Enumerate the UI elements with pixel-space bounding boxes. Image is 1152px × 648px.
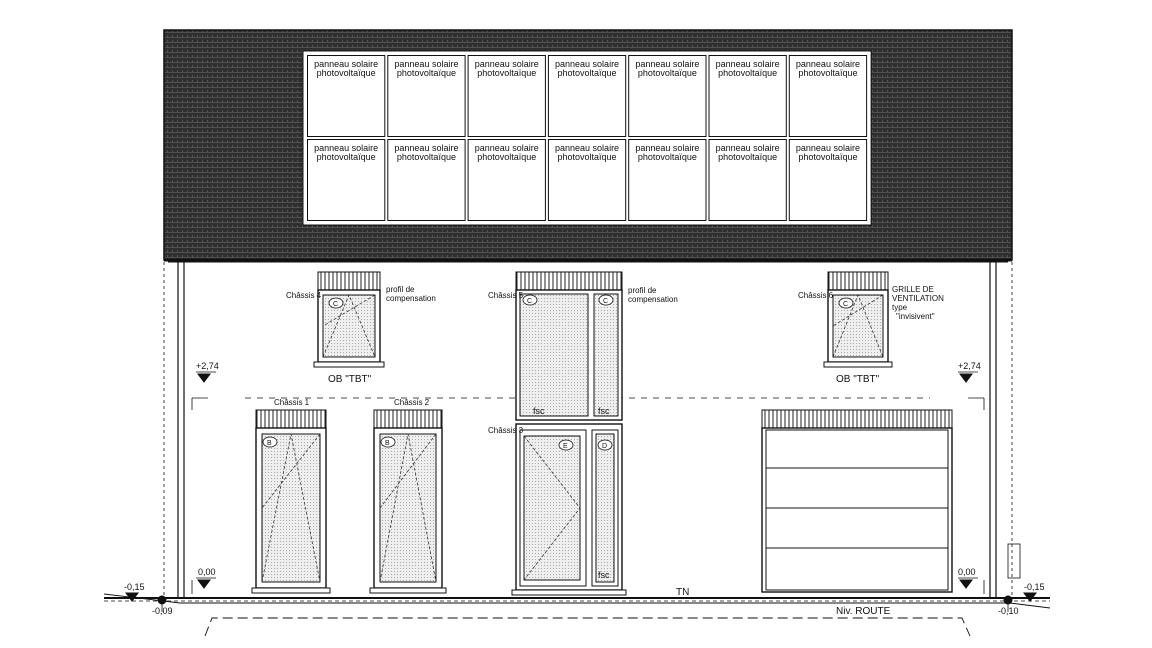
solar-panel-label-line1: panneau solaire	[795, 143, 860, 153]
solar-panel-label-line1: panneau solaire	[474, 143, 539, 153]
solar-panel	[548, 56, 625, 137]
fsc-label-a: fsc	[533, 406, 545, 416]
solar-panel	[548, 140, 625, 221]
chassis-3-label: Châssis 3	[488, 426, 524, 435]
solar-panel-label-line1: panneau solaire	[394, 59, 459, 69]
solar-panel-label-line1: panneau solaire	[635, 59, 700, 69]
solar-panel	[308, 140, 385, 221]
solar-panel-label-line1: panneau solaire	[555, 143, 620, 153]
level-triangle-right-000	[960, 580, 972, 588]
level-triangle-left-274	[198, 374, 210, 382]
solar-panel-label-line2: photovoltaïque	[557, 68, 617, 78]
solar-panel-label-line1: panneau solaire	[715, 59, 780, 69]
lintel-hatch	[828, 272, 888, 290]
solar-panel	[388, 140, 465, 221]
level-left-274: +2,74	[196, 361, 219, 371]
grille-line2: VENTILATION	[892, 294, 944, 303]
lintel-hatch	[318, 272, 380, 290]
lintel-hatch	[374, 410, 442, 428]
solar-panel-label-line1: panneau solaire	[394, 143, 459, 153]
level-right-000: 0,00	[958, 567, 976, 577]
solar-panel-label-line2: photovoltaïque	[718, 152, 778, 162]
solar-panel-label-line2: photovoltaïque	[637, 68, 697, 78]
ob-left-label: OB "TBT"	[328, 374, 372, 385]
solar-panel-label-line2: photovoltaïque	[798, 68, 858, 78]
roof	[164, 30, 1012, 260]
chassis-5-label: Châssis 5	[488, 291, 524, 300]
solar-panel	[629, 56, 706, 137]
level-triangle-left-000	[198, 580, 210, 588]
level-right-274: +2,74	[958, 361, 981, 371]
grille-line4: "invisivent"	[896, 312, 935, 321]
solar-panel	[629, 140, 706, 221]
chassis-6-window	[824, 272, 892, 367]
chassis-1-label: Châssis 1	[274, 398, 310, 407]
fsc-label-c: fsc	[598, 570, 610, 580]
chassis-4-label: Châssis 4	[286, 291, 322, 300]
solar-panel	[468, 56, 545, 137]
lintel-hatch	[256, 410, 326, 428]
solar-panel-label-line1: panneau solaire	[635, 143, 700, 153]
solar-panel-label-line2: photovoltaïque	[637, 152, 697, 162]
solar-panel	[388, 56, 465, 137]
chassis-1-window	[252, 410, 330, 593]
chassis-5-window	[516, 272, 622, 420]
level-right-m015: -0,15	[1024, 582, 1045, 592]
solar-panel-label-line2: photovoltaïque	[798, 152, 858, 162]
solar-panel	[468, 140, 545, 221]
marker-e: E	[563, 443, 568, 450]
solar-panel-label-line2: photovoltaïque	[396, 152, 456, 162]
solar-panel-label-line2: photovoltaïque	[477, 68, 537, 78]
solar-panel-label-line2: photovoltaïque	[718, 68, 778, 78]
profil-5-line1: profil de	[628, 286, 657, 295]
level-left-m009: -0,09	[152, 606, 173, 616]
solar-panel-label-line2: photovoltaïque	[316, 68, 376, 78]
chassis-2-window	[370, 410, 446, 593]
tn-label: TN	[676, 587, 690, 598]
profil-5-line2: compensation	[628, 295, 678, 304]
solar-panel-label-line1: panneau solaire	[795, 59, 860, 69]
solar-panel-label-line1: panneau solaire	[715, 143, 780, 153]
solar-panel	[709, 140, 786, 221]
level-right-m010: -0,10	[998, 606, 1019, 616]
chassis-2-label: Châssis 2	[394, 398, 430, 407]
solar-panel-label-line2: photovoltaïque	[557, 152, 617, 162]
marker-b2: B	[385, 440, 390, 447]
solar-panel	[709, 56, 786, 137]
window-sill	[824, 362, 892, 367]
ground-lines	[104, 594, 1050, 636]
solar-panel	[789, 140, 866, 221]
marker-c5b: C	[603, 298, 609, 305]
window-sill	[314, 362, 384, 367]
profil-4-line1: profil de	[386, 285, 415, 294]
lintel-hatch	[516, 272, 622, 290]
lintel-hatch	[762, 410, 952, 428]
chassis-4-window	[314, 272, 384, 367]
solar-panel-array	[303, 51, 871, 225]
grille-line3: type	[892, 303, 908, 312]
solar-panel-label-line1: panneau solaire	[555, 59, 620, 69]
level-left-000: 0,00	[198, 567, 216, 577]
solar-panel	[789, 56, 866, 137]
solar-panel-label-line1: panneau solaire	[314, 143, 379, 153]
marker-c5a: C	[527, 298, 533, 305]
solar-panel	[308, 56, 385, 137]
solar-panel-label-line2: photovoltaïque	[316, 152, 376, 162]
grille-line1: GRILLE DE	[892, 285, 934, 294]
level-left-m015: -0,15	[124, 582, 145, 592]
chassis-6-label: Châssis 6	[798, 291, 834, 300]
level-triangle-right-274	[960, 374, 972, 382]
solar-panel-label-line2: photovoltaïque	[396, 68, 456, 78]
marker-b1: B	[267, 440, 272, 447]
solar-panel-label-line1: panneau solaire	[314, 59, 379, 69]
marker-c6: C	[843, 301, 849, 308]
profil-4-line2: compensation	[386, 294, 436, 303]
ob-right-label: OB "TBT"	[836, 374, 880, 385]
fsc-label-b: fsc	[598, 406, 610, 416]
marker-c4: C	[333, 301, 339, 308]
solar-panel-label-line2: photovoltaïque	[477, 152, 537, 162]
marker-d: D	[602, 443, 608, 450]
niv-route-label: Niv. ROUTE	[836, 606, 891, 617]
garage-door	[762, 410, 952, 592]
solar-panel-label-line1: panneau solaire	[474, 59, 539, 69]
